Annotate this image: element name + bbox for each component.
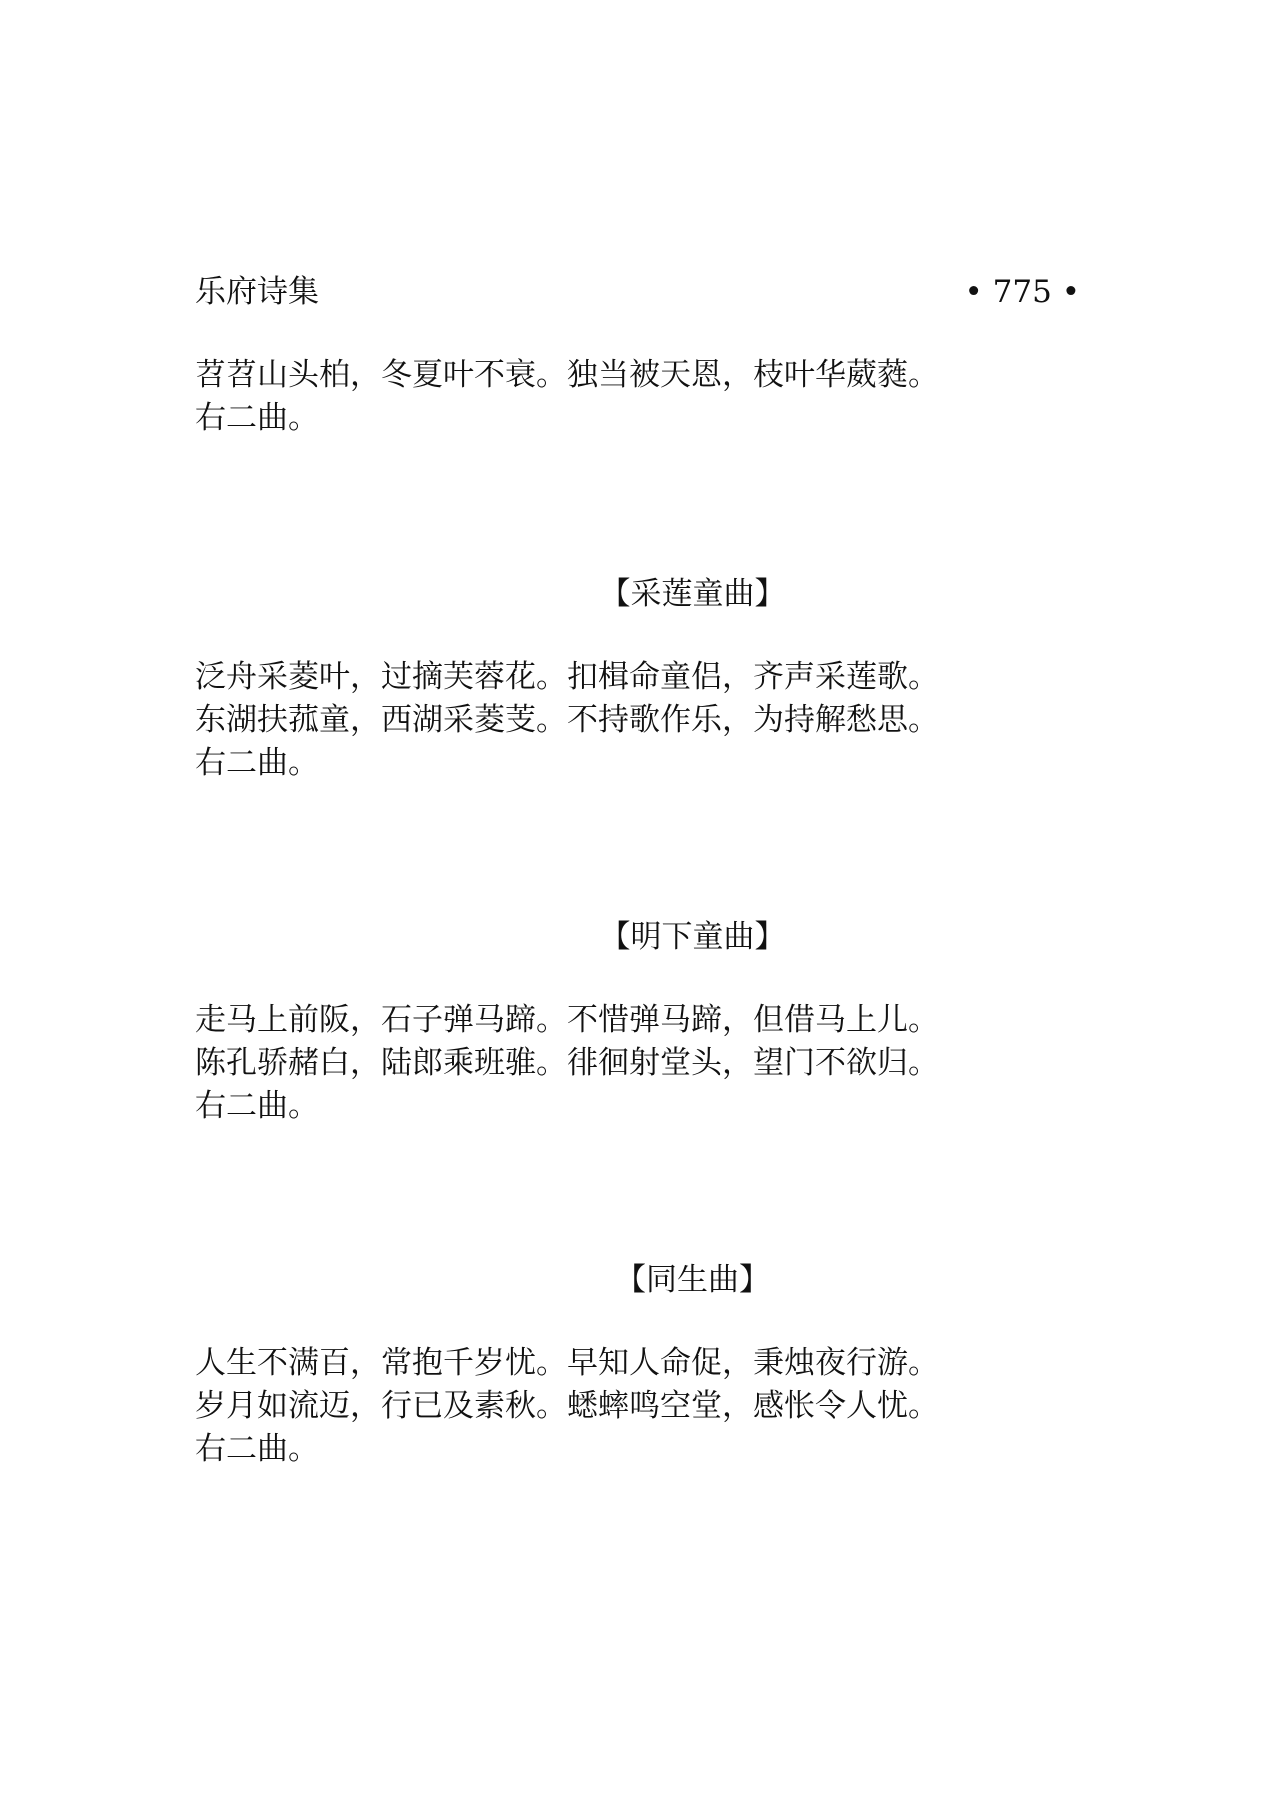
section-title-cailian bbox=[195, 572, 1080, 616]
poem-note: 右二曲。 bbox=[195, 745, 319, 781]
poem-line: 走马上前阪，石子弹马蹄。不惜弹马蹄，但借马上儿。 bbox=[195, 1002, 939, 1038]
poem-note: 右二曲。 bbox=[195, 1431, 319, 1467]
poem-note: 右二曲。 bbox=[195, 400, 319, 436]
section-tongsheng-body bbox=[195, 1342, 1080, 1471]
section-continuation bbox=[195, 354, 1080, 440]
section-mingxia-body bbox=[195, 999, 1080, 1128]
page-number: • 775 • bbox=[964, 274, 1080, 310]
poem-line: 苕苕山头柏，冬夏叶不衰。独当被天恩，枝叶华葳蕤。 bbox=[195, 357, 939, 393]
poem-line: 岁月如流迈，行已及素秋。蟋蟀鸣空堂，感怅令人忧。 bbox=[195, 1388, 939, 1424]
section-title-text: 【明下童曲】 bbox=[599, 919, 786, 955]
section-title-mingxia bbox=[195, 915, 1080, 959]
book-title: 乐府诗集 bbox=[195, 274, 319, 310]
poem-note: 右二曲。 bbox=[195, 1088, 319, 1124]
poem-line: 泛舟采菱叶，过摘芙蓉花。扣楫命童侣，齐声采莲歌。 bbox=[195, 659, 939, 695]
section-title-text: 【采莲童曲】 bbox=[599, 576, 786, 612]
poem-line: 陈孔骄赭白，陆郎乘班骓。徘徊射堂头，望门不欲归。 bbox=[195, 1045, 939, 1081]
section-cailian-body bbox=[195, 656, 1080, 785]
section-title-tongsheng bbox=[195, 1258, 1080, 1302]
poem-line: 东湖扶菰童，西湖采菱芰。不持歌作乐，为持解愁思。 bbox=[195, 702, 939, 738]
section-title-text: 【同生曲】 bbox=[615, 1262, 770, 1298]
poem-line: 人生不满百，常抱千岁忧。早知人命促，秉烛夜行游。 bbox=[195, 1345, 939, 1381]
page-header bbox=[195, 270, 1080, 314]
